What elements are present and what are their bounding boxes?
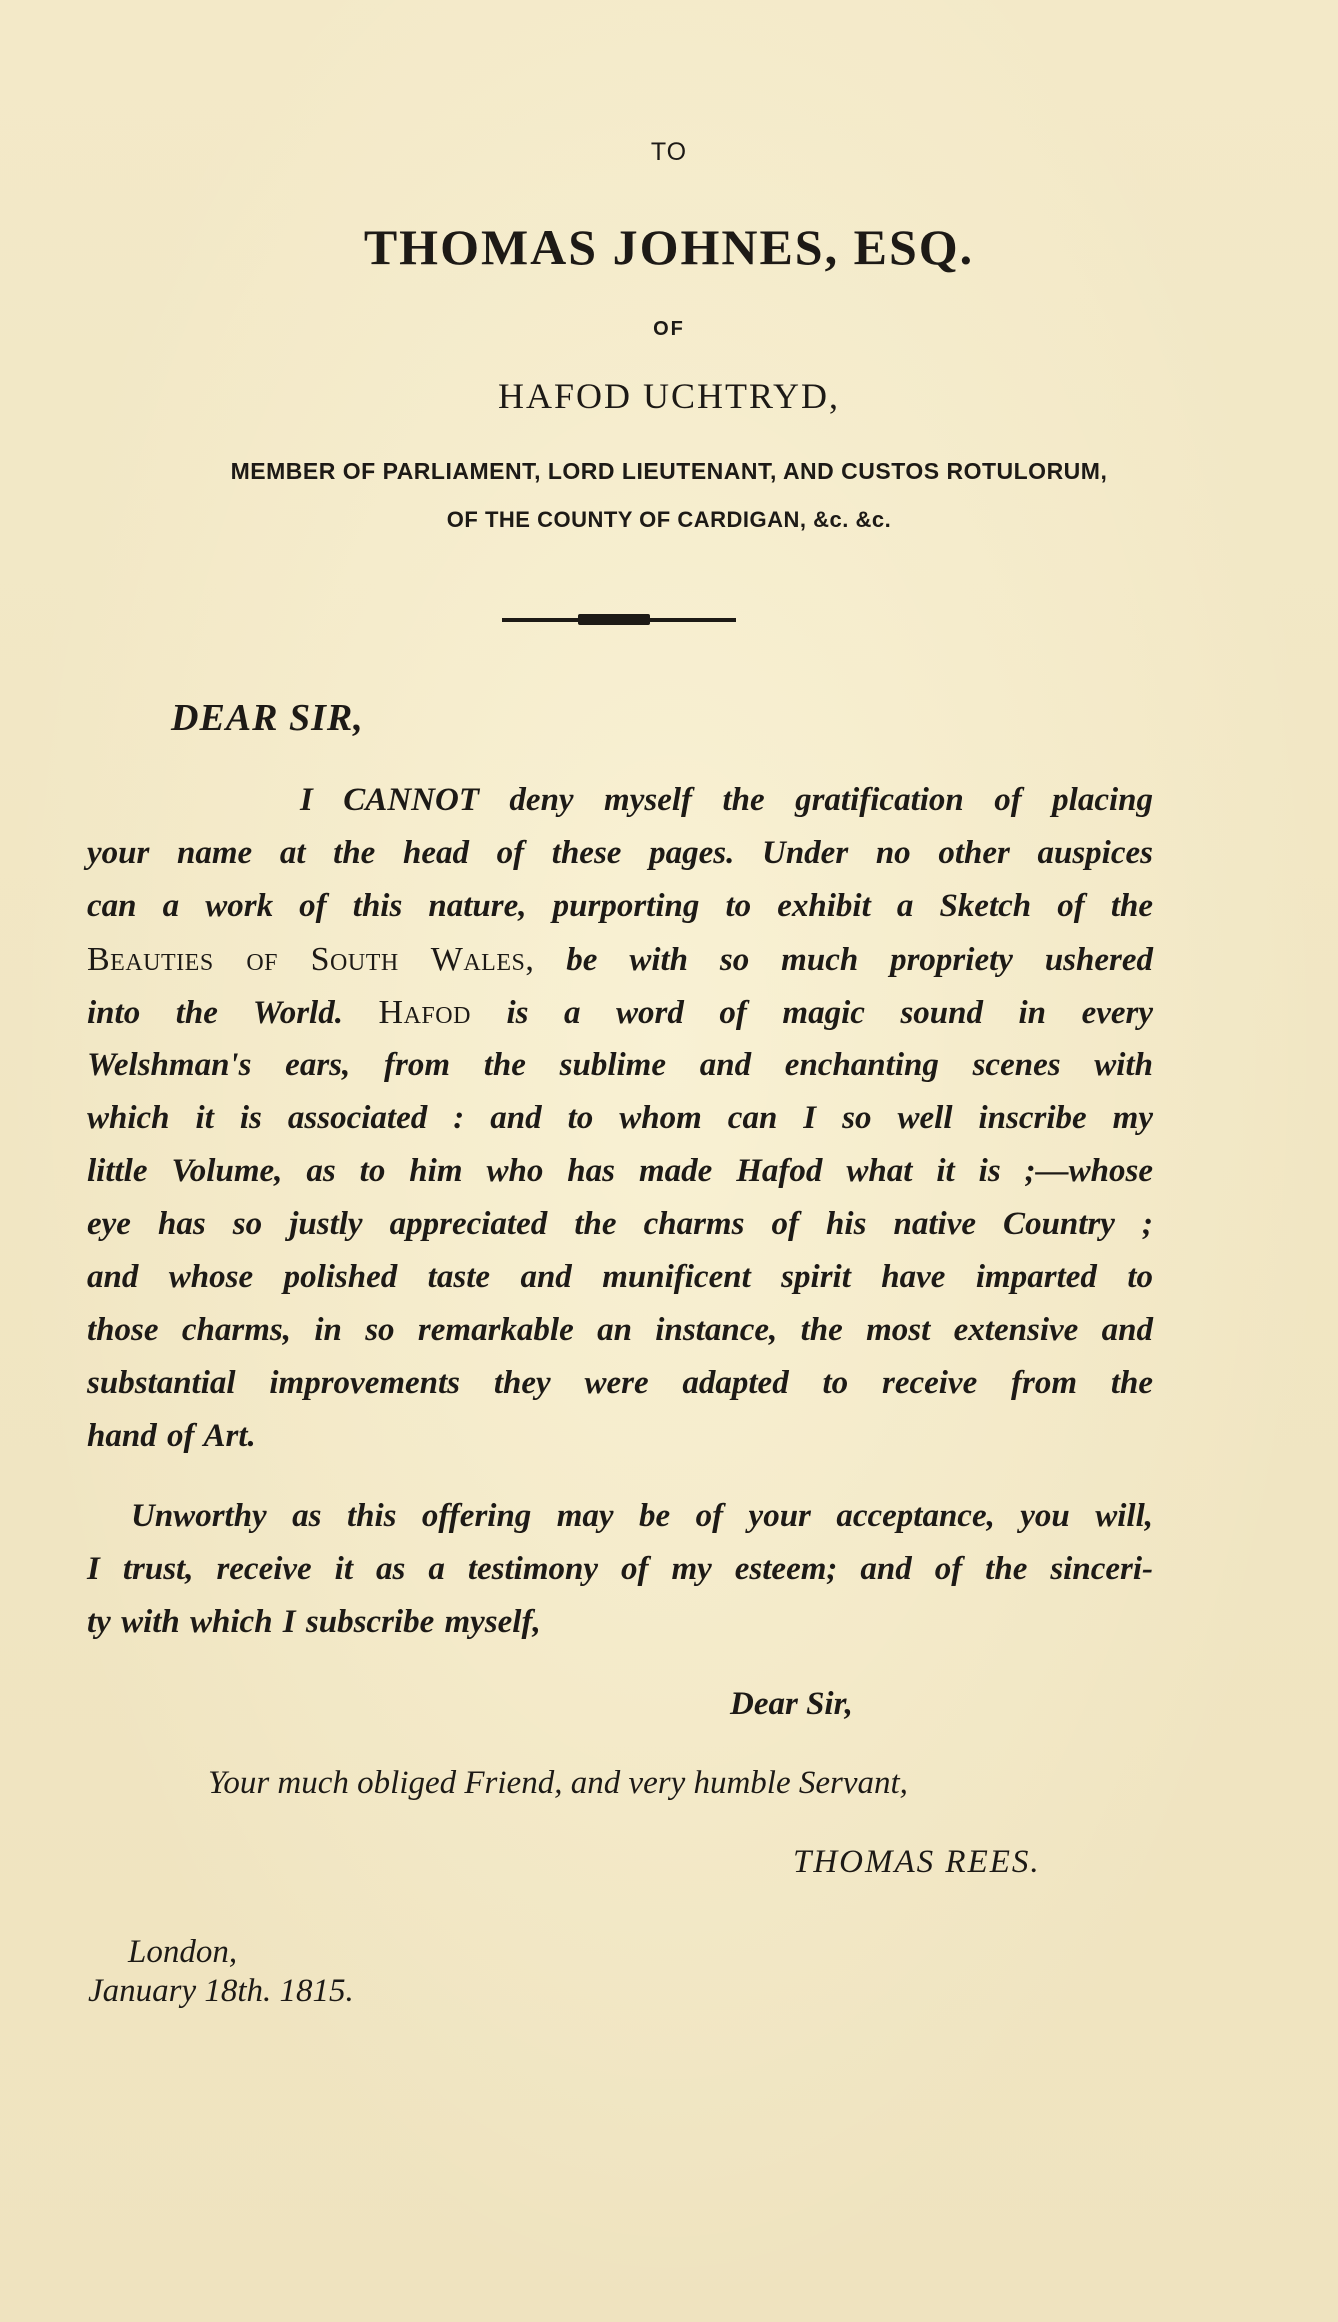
closing-line: Your much obliged Friend, and very humble Servant, <box>208 1765 908 1801</box>
dedicatee-name: THOMAS JOHNES, ESQ. <box>363 219 975 275</box>
paragraph-1-line-4-rest: be with so much propriety ushered <box>534 942 1153 978</box>
dedication-to: TO <box>650 138 688 166</box>
paragraph-1-line-13: hand of Art. <box>87 1418 256 1454</box>
paragraph-1-line-9: eye has so justly appreciated the charms of his native Country ; <box>87 1206 1153 1242</box>
paragraph-1-line-11: those charms, in so remarkable an instance, the most extensive and <box>87 1312 1153 1348</box>
paragraph-1-line-5 <box>87 996 1153 1030</box>
letter-date: January 18th. 1815. <box>88 1973 354 2009</box>
paragraph-1-line-6: Welshman's ears, from the sublime and enchanting scenes with <box>87 1047 1153 1083</box>
hafod-smallcaps: Hafod <box>378 994 471 1031</box>
salutation: DEAR SIR, <box>171 697 364 739</box>
paragraph-2-line-3: ty with which I subscribe myself, <box>87 1604 541 1640</box>
dedicatee-offices: MEMBER OF PARLIAMENT, LORD LIEUTENANT, AND CUSTOS ROTULORUM, <box>230 458 1108 484</box>
letter-place: London, <box>128 1934 238 1970</box>
paragraph-1-line-2: your name at the head of these pages. Under no other auspices <box>87 835 1153 871</box>
paragraph-1-line-5-rest: is a word of magic sound in every <box>470 995 1153 1031</box>
paragraph-1-line-4 <box>87 943 1153 977</box>
paragraph-1-line-7: which it is associated : and to whom can I so well inscribe my <box>87 1100 1153 1136</box>
signature: THOMAS REES. <box>793 1844 1041 1880</box>
paragraph-1-line-1: I CANNOT deny myself the gratification of placing <box>300 782 1153 818</box>
paragraph-2-line-1: Unworthy as this offering may be of your acceptance, you will, <box>131 1498 1153 1534</box>
dedication-of: OF <box>653 318 685 340</box>
paragraph-1-line-10: and whose polished taste and munificent spirit have imparted to <box>87 1259 1153 1295</box>
book-title: Beauties of South Wales, <box>87 941 535 978</box>
paragraph-1-line-3: can a work of this nature, purporting to exhibit a Sketch of the <box>87 888 1153 924</box>
ornamental-rule-center <box>578 614 650 625</box>
paragraph-2-line-2: I trust, receive it as a testimony of my esteem; and of the sinceri- <box>87 1551 1153 1587</box>
dedicatee-estate: HAFOD UCHTRYD, <box>497 376 841 416</box>
paragraph-1-line-8: little Volume, as to him who has made Hafod what it is ;—whose <box>87 1153 1153 1189</box>
closing-salutation: Dear Sir, <box>730 1686 853 1722</box>
paragraph-1-line-12: substantial improvements they were adapted to receive from the <box>87 1365 1153 1401</box>
dedicatee-county: OF THE COUNTY OF CARDIGAN, &c. &c. <box>446 507 892 532</box>
paragraph-1-line-5-start: into the World. <box>87 995 379 1031</box>
